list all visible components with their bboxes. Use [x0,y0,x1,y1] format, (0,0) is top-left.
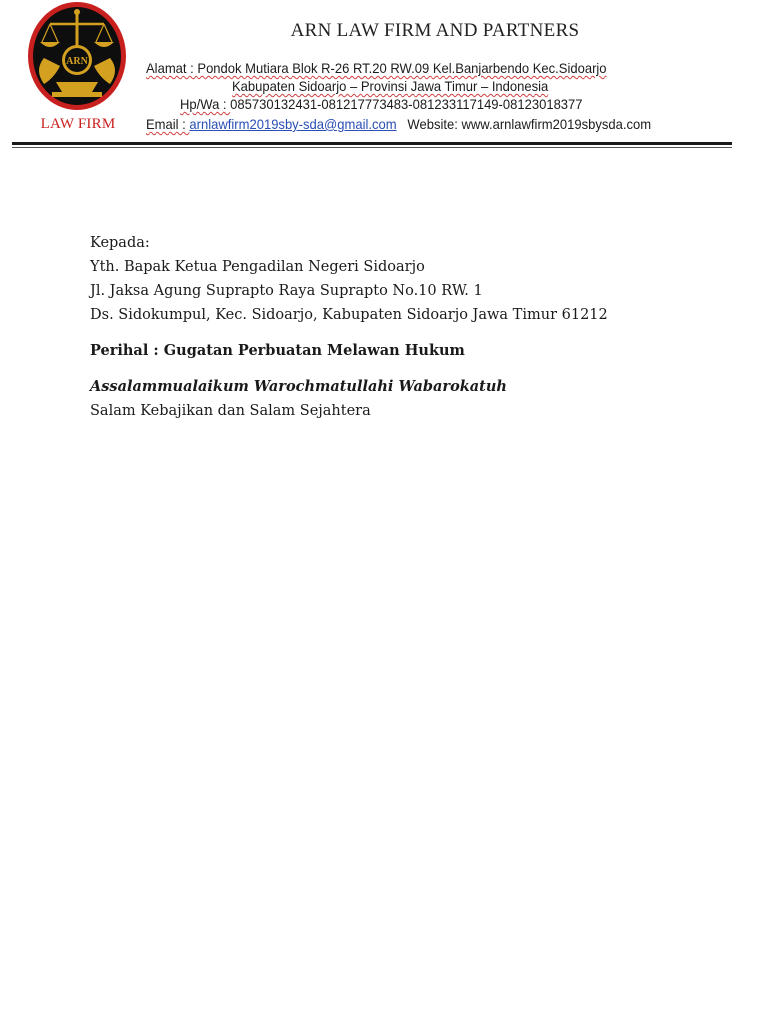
website-label: Website: [407,116,462,132]
contact-line [146,116,651,132]
address-line-1 [146,60,607,76]
phone-line [180,96,583,112]
letter-body [90,231,710,423]
phone-numbers: 085730132431-081217773483-081233117149-08123018377 [230,96,583,112]
letter-subject: Perihal : Gugatan Perbuatan Melawan Hukum [90,342,465,359]
recipient-name: Yth. Bapak Ketua Pengadilan Negeri Sidoarjo [90,259,425,275]
email-label: Email : [146,116,190,132]
website-link[interactable]: www.arnlawfirm2019sbysda.com [461,116,652,132]
letterhead [0,0,768,150]
address-label: Alamat : [146,60,198,76]
recipient-heading: Kepada: [90,235,150,251]
address-region: Kabupaten Sidoarjo – Provinsi Jawa Timur – Indonesia [232,78,549,94]
recipient-street: Jl. Jaksa Agung Suprapto Raya Suprapto No.10 RW. 1 [90,283,483,299]
logo-caption: LAW FIRM [40,116,116,132]
law-firm-logo [26,0,128,112]
address-line-2 [232,78,548,94]
email-link[interactable]: arnlawfirm2019sby-sda@gmail.com [189,116,397,132]
recipient-city: Ds. Sidokumpul, Kec. Sidoarjo, Kabupaten Sidoarjo Jawa Timur 61212 [90,307,608,323]
letter-greeting: Assalammualaikum Warochmatullahi Wabarokatuh [90,378,507,395]
phone-label: Hp/Wa : [180,96,231,112]
letterhead-divider-thin [12,147,732,148]
letterhead-divider [12,142,732,145]
scales-of-justice-icon [26,0,128,112]
firm-name: ARN LAW FIRM AND PARTNERS [290,20,580,41]
letter-salutation: Salam Kebajikan dan Salam Sejahtera [90,403,371,419]
logo-emblem-text: ARN [66,56,88,67]
address-street: Pondok Mutiara Blok R-26 RT.20 RW.09 Kel.Banjarbendo Kec.Sidoarjo [197,60,607,76]
